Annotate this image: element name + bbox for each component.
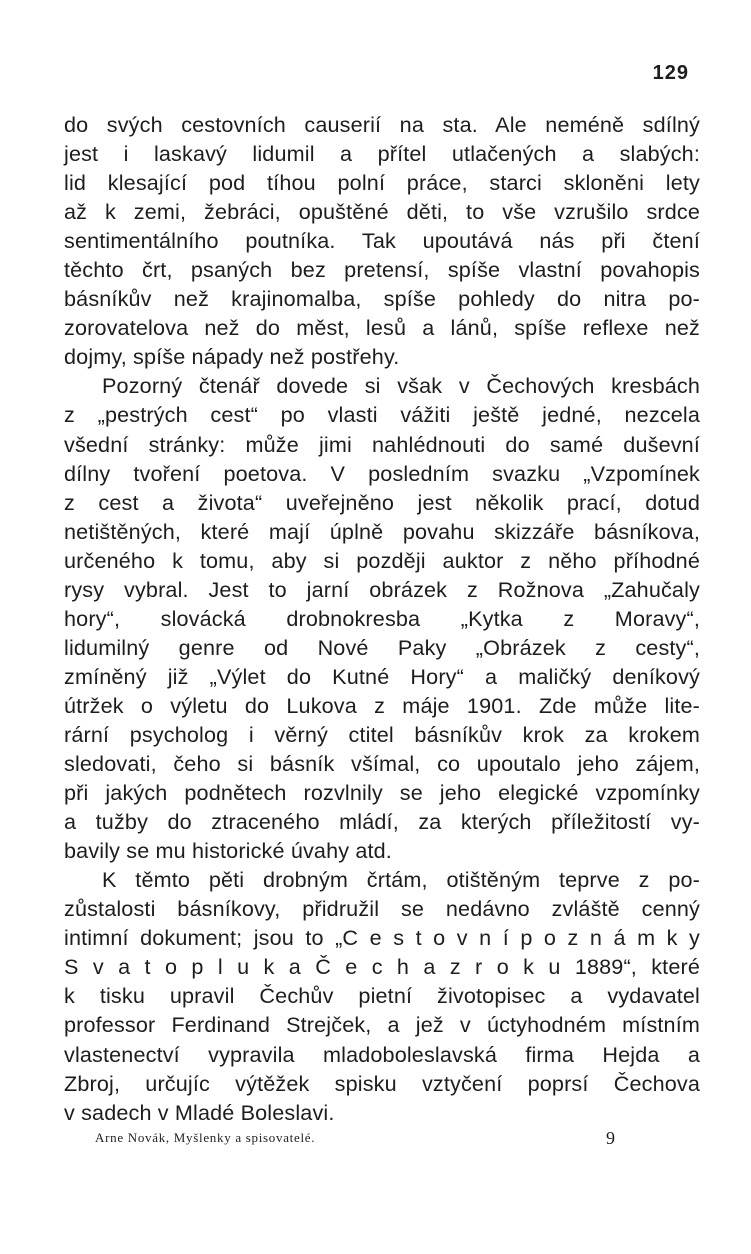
text-line: v sadech v Mladé Boleslavi. <box>64 1099 335 1125</box>
text-line: k tisku upravil Čechův pietní životopisec a vydavatel <box>64 983 700 1009</box>
text-line: jest i laskavý lidumil a přítel utlačených a slabých: <box>64 141 700 167</box>
text-line: až k zemi, žebráci, opuštěné děti, to vše vzrušilo srdce <box>64 199 700 225</box>
text-line: rární psycholog i věrný ctitel básníkův krok za krokem <box>64 721 700 747</box>
text-line: sentimentálního poutníka. Tak upoutává nás při čtení <box>64 228 700 254</box>
text-line: Zbroj, určujíc výtěžek spisku vztyčení poprsí Čechova <box>64 1070 700 1096</box>
page-number: 129 <box>652 62 689 84</box>
text-line: zorovatelova než do měst, lesů a lánů, spíše reflexe než <box>64 315 700 341</box>
text-line: lid klesající pod tíhou polní práce, starci skloněni lety <box>64 170 700 196</box>
text-line: básníkův než krajinomalba, spíše pohledy do nitra po- <box>64 286 700 312</box>
text-line: netištěných, které mají úplně povahu skizzáře básníkova, <box>64 518 700 544</box>
signature-mark: 9 <box>606 1128 615 1148</box>
text-line: z „pestrých cest“ po vlasti vážiti ještě jedné, nezcela <box>64 402 700 428</box>
text-line: do svých cestovních causerií na sta. Ale neméně sdílný <box>64 112 700 137</box>
text-line: dílny tvoření poetova. V posledním svazku „Vzpomínek <box>64 460 700 486</box>
text-line: sledovati, čeho si básník všímal, co upoutalo jeho zájem, <box>64 751 700 777</box>
text-line: intimní dokument; jsou to „C e s t o v n í p o z n á m k y <box>64 925 700 951</box>
text-line: zmíněný již „Výlet do Kutné Hory“ a maličký deníkový <box>64 663 700 689</box>
text-line: a tužby do ztraceného mládí, za kterých příležitostí vy- <box>64 809 700 835</box>
footer <box>95 1130 613 1146</box>
text-line: bavily se mu historické úvahy atd. <box>64 838 392 864</box>
text-line: Pozorný čtenář dovede si však v Čechových kresbách <box>102 373 700 399</box>
text-line: professor Ferdinand Strejček, a jež v úctyhodném místním <box>64 1012 700 1038</box>
footer-reference: Arne Novák, Myšlenky a spisovatelé. <box>95 1130 316 1145</box>
text-line: dojmy, spíše nápady než postřehy. <box>64 344 400 370</box>
text-line: vlastenectví vypravila mladoboleslavská firma Hejda a <box>64 1041 700 1067</box>
text-line: z cest a života“ uveřejněno jest několik prací, dotud <box>64 489 700 515</box>
body-text <box>64 110 700 1127</box>
text-line: určeného k tomu, aby si později auktor z něho příhodné <box>64 547 700 573</box>
text-line: těchto črt, psaných bez pretensí, spíše vlastní povahopis <box>64 257 700 283</box>
text-line: zůstalosti básníkovy, přidružil se nedávno zvláště cenný <box>64 896 700 922</box>
text-line: S v a t o p l u k a Č e c h a z r o k u 1889“, které <box>64 954 700 980</box>
text-line: všední stránky: může jimi nahlédnouti do samé duševní <box>64 431 700 457</box>
text-line: útržek o výletu do Lukova z máje 1901. Zde může lite- <box>64 692 700 718</box>
text-line: K těmto pěti drobným črtám, otištěným teprve z po- <box>102 867 700 893</box>
text-line: rysy vybral. Jest to jarní obrázek z Rožnova „Zahučaly <box>64 576 700 602</box>
text-line: při jakých podnětech rozvlnily se jeho elegické vzpomínky <box>64 780 700 806</box>
text-line: hory“, slovácká drobnokresba „Kytka z Moravy“, <box>64 605 700 631</box>
text-line: lidumilný genre od Nové Paky „Obrázek z cesty“, <box>64 634 700 660</box>
